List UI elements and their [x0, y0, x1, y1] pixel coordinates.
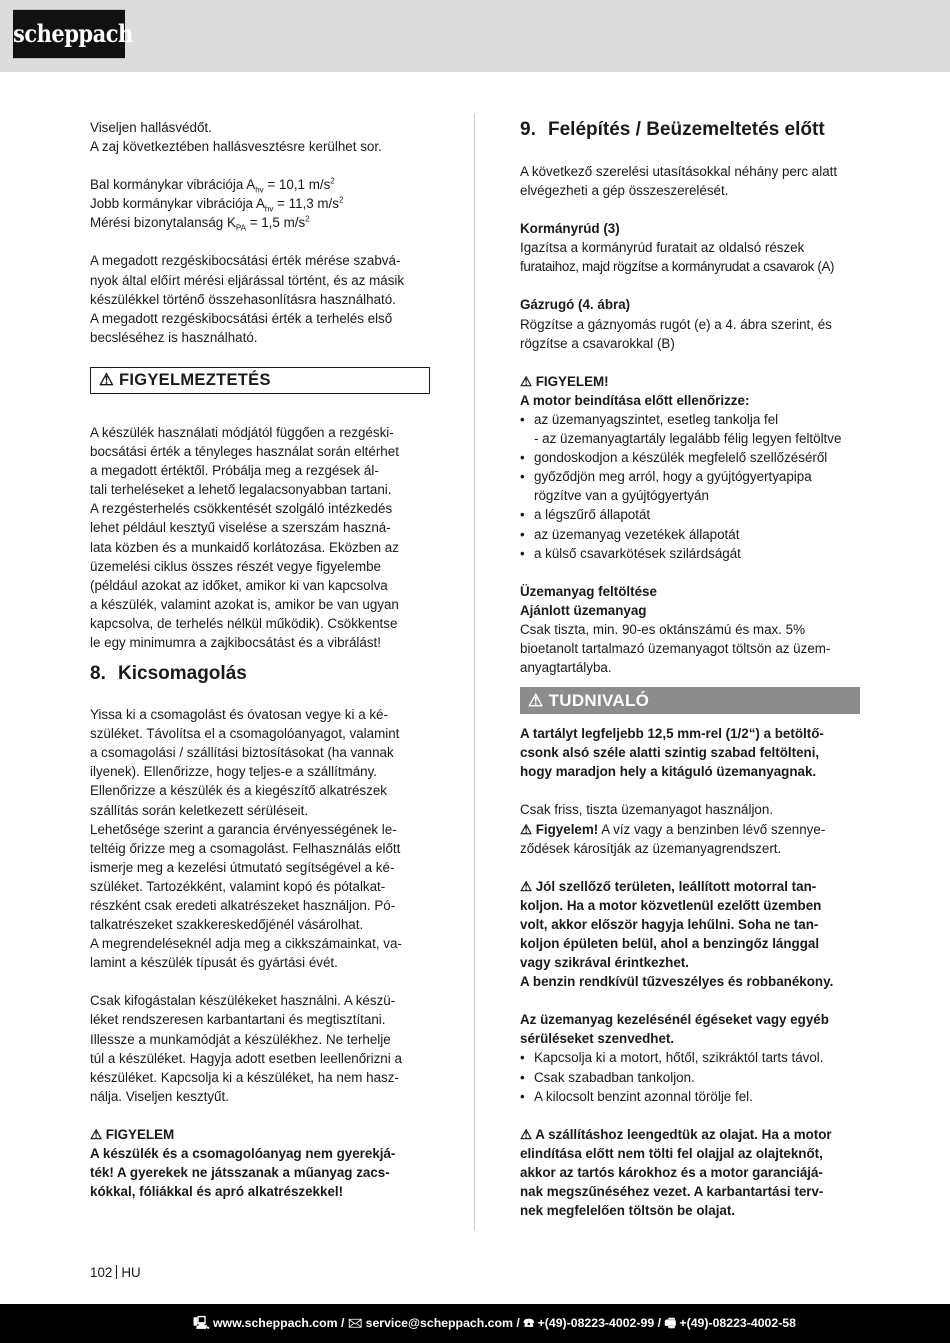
- attention-heading: ⚠ FIGYELEM!: [520, 373, 609, 389]
- fuel-heading: Üzemanyag feltöltése: [520, 583, 657, 599]
- check-heading: A motor beindítása előtt ellenőrizze:: [520, 392, 750, 408]
- list-item: • a légszűrő állapotát: [520, 505, 860, 524]
- handle-text: Igazítsa a kormányrúd furatait az oldalsó részek furataihoz, majd rögzítse a kormányrudat a csavarok (A): [520, 240, 835, 275]
- assembly-intro: A következő szerelési utasításokkal néhány perc alatt elvégezheti a gép összeszerelését.: [520, 164, 838, 199]
- fuel-text: Csak tiszta, min. 90-es oktánszámú és max. 5% bioetanolt tartalmazó üzemanyagot töltsön az üzem- anyagtartályba.: [520, 621, 831, 676]
- list-item: • A kilocsolt benzint azonnal törölje fel.: [520, 1087, 860, 1106]
- ventilation-warning: ⚠ Jól szellőző területen, leállított motorral tan- koljon. Ha a motor közvetlenül ezelőtt üzemben volt, akkor először hagyja lehűlni. Soha ne tan- koljon épületen belül, ahol a benzingőz lánggal vagy szikrával érintkezhet. A benzin rendkívül tűzveszélyes és robbanékony.: [520, 878, 834, 990]
- hearing-protection-text: [90, 118, 430, 156]
- left-column: [90, 118, 430, 1201]
- caution-heading: ⚠ FIGYELEM: [90, 1126, 175, 1142]
- list-item: • győződjön meg arról, hogy a gyújtógyertyapipa: [520, 467, 860, 486]
- warning-box: ⚠ FIGYELMEZTETÉS: [90, 367, 430, 394]
- usage-paragraph: Csak kifogástalan készülékeket használni. A készü- léket rendszeresen karbantartani és megtisztítani. Illessze a munkamódját a készülékhez. Ne terhelje túl a készüléket. Hagyja adott esetben leellenőrizni a készüléket. Kapcsolja ki a készüléket, ha nem hasz- nálja. Viseljen kesztyűt.: [90, 993, 402, 1104]
- safety-list: [520, 1048, 860, 1105]
- vibration-right: Jobb kormánykar vibrációja $A_{hv} = 11,3$ $m/s^2$: [90, 195, 344, 214]
- list-item: • gondoskodjon a készülék megfelelő szellőzéséről: [520, 448, 860, 467]
- list-item: • Kapcsolja ki a motort, hőtől, szikráktól tarts távol.: [520, 1048, 860, 1067]
- list-item: • a külső csavarkötések szilárdságát: [520, 544, 860, 563]
- contamination-warning: ⚠ Figyelem! A víz vagy a benzinben lévő szennye-: [520, 821, 826, 837]
- vibration-paragraph: A megadott rezgéskibocsátási érték mérése szabvá- nyok által előírt mérési eljárással történt, és az másik készülékkel történő összehasonlításra használható. A megadott rezgéskibocsátási érték a terhelés első becsléséhez is használható.: [90, 253, 405, 345]
- check-list: [520, 410, 860, 563]
- burn-warning: Az üzemanyag kezelésénél égéseket vagy egyéb sérüléseket szenvedhet.: [520, 1012, 829, 1047]
- fill-level-warning: A tartályt legfeljebb 12,5 mm-rel (1/2“) a betöltő- csonk alsó széle alatti szintig szabad feltölteni, hogy maradjon hely a kitáguló üzemanyagnak.: [520, 726, 824, 780]
- fresh-fuel-text: Csak friss, tiszta üzemanyagot használjon.: [520, 802, 774, 818]
- list-item: • az üzemanyagszintet, esetleg tankolja fel: [520, 410, 860, 429]
- list-item: • az üzemanyag vezetékek állapotát: [520, 525, 860, 544]
- footer-contact-bar: 🖳 www.scheppach.com / 🖂 service@scheppach.com / ☎ +(49)-08223-4002-99 / 🖷 +(49)-08223-4002-58: [0, 1304, 950, 1343]
- vibration-left: Bal kormánykar vibrációja $A_{hv} = 10,1$ $m/s^2$: [90, 176, 335, 195]
- column-divider: [474, 113, 475, 1231]
- list-item: rögzítve van a gyújtógyertyán: [534, 488, 709, 504]
- unpacking-paragraph: Yissa ki a csomagolást és óvatosan vegye ki a ké- szüléket. Távolítsa el a csomagolóanyagot, valamint a csomagolási / szállítási biztosításokat (ha vannak ilyenek). Ellenőrizze, hogy teljes-e a szállítmány. Ellenőrizze a készülék és a kiegészítő alkatrészek szállítás során keletkezett sérüléseit. Lehetősége szerint a garancia érvényességének le- teltéig őrizze meg a csomagolást. Felhasználás előtt ismerje meg a kezelési útmutató segítségével a ké- szüléket. Tartozékként, valamint kopó és pótalkat- részként csak eredeti alkatrészeket használjon. Pó- talkatrészeket szakkereskedőjénél vásárolhat. A megrendeléseknél adja meg a cikkszámainkat, va- lamint a készülék típusát és gyártási évét.: [90, 707, 402, 971]
- gas-spring-text: Rögzítse a gáznyomás rugót (e) a 4. ábra szerint, és rögzítse a csavarokkal (B): [520, 316, 832, 351]
- scheppach-logo: scheppach: [13, 10, 125, 58]
- measurement-uncertainty: Mérési bizonytalanság $K_{PA} = 1,5$ $m/s^2$: [90, 214, 310, 234]
- text-line: Viseljen hallásvédőt.: [90, 120, 212, 135]
- handle-heading: Kormányrúd (3): [520, 221, 620, 237]
- gas-spring-heading: Gázrugó (4. ábra): [520, 297, 631, 313]
- vibration-values: [90, 175, 430, 232]
- warning-paragraph: A készülék használati módjától függően a rezgéski- bocsátási érték a tényleges használat során eltérhet a megadott értéktől. Próbálja meg a rezgések ál- tali terheléseket a lehető legalacsonyabban tartani. A rezgésterhelés csökkentését szolgáló intézkedés lehet például kesztyű viselése a szerszám haszná- lata közben és a munkaidő korlátozása. Eközben az üzemelési ciklus összes részét vegye figyelembe (például azokat az időket, amikor ki van kapcsolva a készülék, valamint azokat is, amikor be van ugyan kapcsolva, de terhelés nélkül működik). Csökkentse le egy minimumra a zajkibocsátást és a vibrálást!: [90, 424, 399, 650]
- list-item: - az üzemanyagtartály legalább félig legyen feltöltve: [534, 431, 842, 447]
- page-number: 102 HU: [90, 1265, 141, 1280]
- note-box: ⚠ TUDNIVALÓ: [520, 687, 860, 714]
- list-item: • Csak szabadban tankoljon.: [520, 1068, 860, 1087]
- children-warning: A készülék és a csomagolóanyag nem gyerekjá- ték! A gyerekek ne játsszanak a műanyag zacs- kókkal, fóliákkal és apró alkatrészekkel!: [90, 1146, 396, 1200]
- text-line: A zaj következtében hallásvesztésre kerülhet sor.: [90, 139, 382, 155]
- right-column: [520, 118, 860, 1220]
- section-9-heading: 9. Felépítés / Beüzemeltetés előtt: [520, 119, 825, 140]
- header-band: [0, 0, 950, 72]
- section-8-heading: 8. Kicsomagolás: [90, 663, 247, 685]
- oil-warning: ⚠ A szállításhoz leengedtük az olajat. Ha a motor elindítása előtt nem tölti fel olajjal az olajteknőt, akkor az tartós károkhoz és a motor garanciájá- nak megszűnéséhez vezet. A karbantartási terv- nek megfelelően töltsön be olajat.: [520, 1126, 832, 1219]
- contamination-warning-cont: ződések károsítják az üzemanyagrendszert.: [520, 840, 782, 856]
- recommended-fuel-heading: Ajánlott üzemanyag: [520, 602, 647, 618]
